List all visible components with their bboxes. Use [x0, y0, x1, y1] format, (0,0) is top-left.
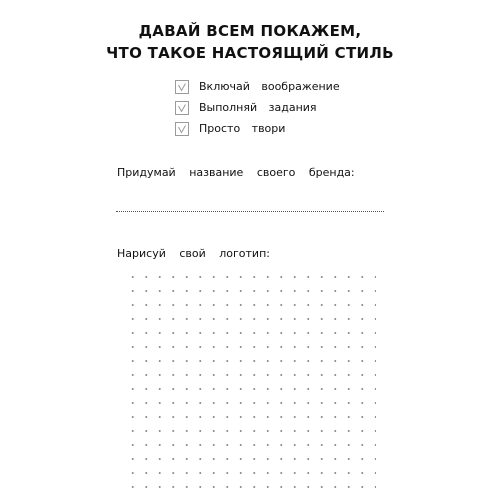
- checkmark-icon: [177, 103, 187, 113]
- checkbox[interactable]: [175, 122, 189, 136]
- page-title: [0, 20, 500, 64]
- brand-name-prompt: Придумай название своего бренда:: [117, 166, 355, 179]
- checklist-label: Выполняй задания: [199, 101, 317, 114]
- checklist-item-tasks[interactable]: [175, 97, 340, 118]
- checklist-item-create[interactable]: [175, 118, 340, 139]
- checkbox[interactable]: [175, 101, 189, 115]
- checkmark-icon: [177, 124, 187, 134]
- checkbox[interactable]: [175, 80, 189, 94]
- checkmark-icon: [177, 82, 187, 92]
- checklist-item-imagination[interactable]: [175, 76, 340, 97]
- checklist-label: Включай воображение: [199, 80, 340, 93]
- checklist-label: Просто твори: [199, 122, 286, 135]
- title-line-2: ЧТО ТАКОЕ НАСТОЯЩИЙ СТИЛЬ: [106, 44, 394, 62]
- logo-drawing-dot-grid[interactable]: [126, 270, 376, 495]
- brand-name-writing-line[interactable]: [116, 211, 384, 212]
- logo-prompt: Нарисуй свой логотип:: [117, 247, 270, 260]
- title-line-1: ДАВАЙ ВСЕМ ПОКАЖЕМ,: [138, 22, 362, 40]
- checklist: [175, 76, 340, 139]
